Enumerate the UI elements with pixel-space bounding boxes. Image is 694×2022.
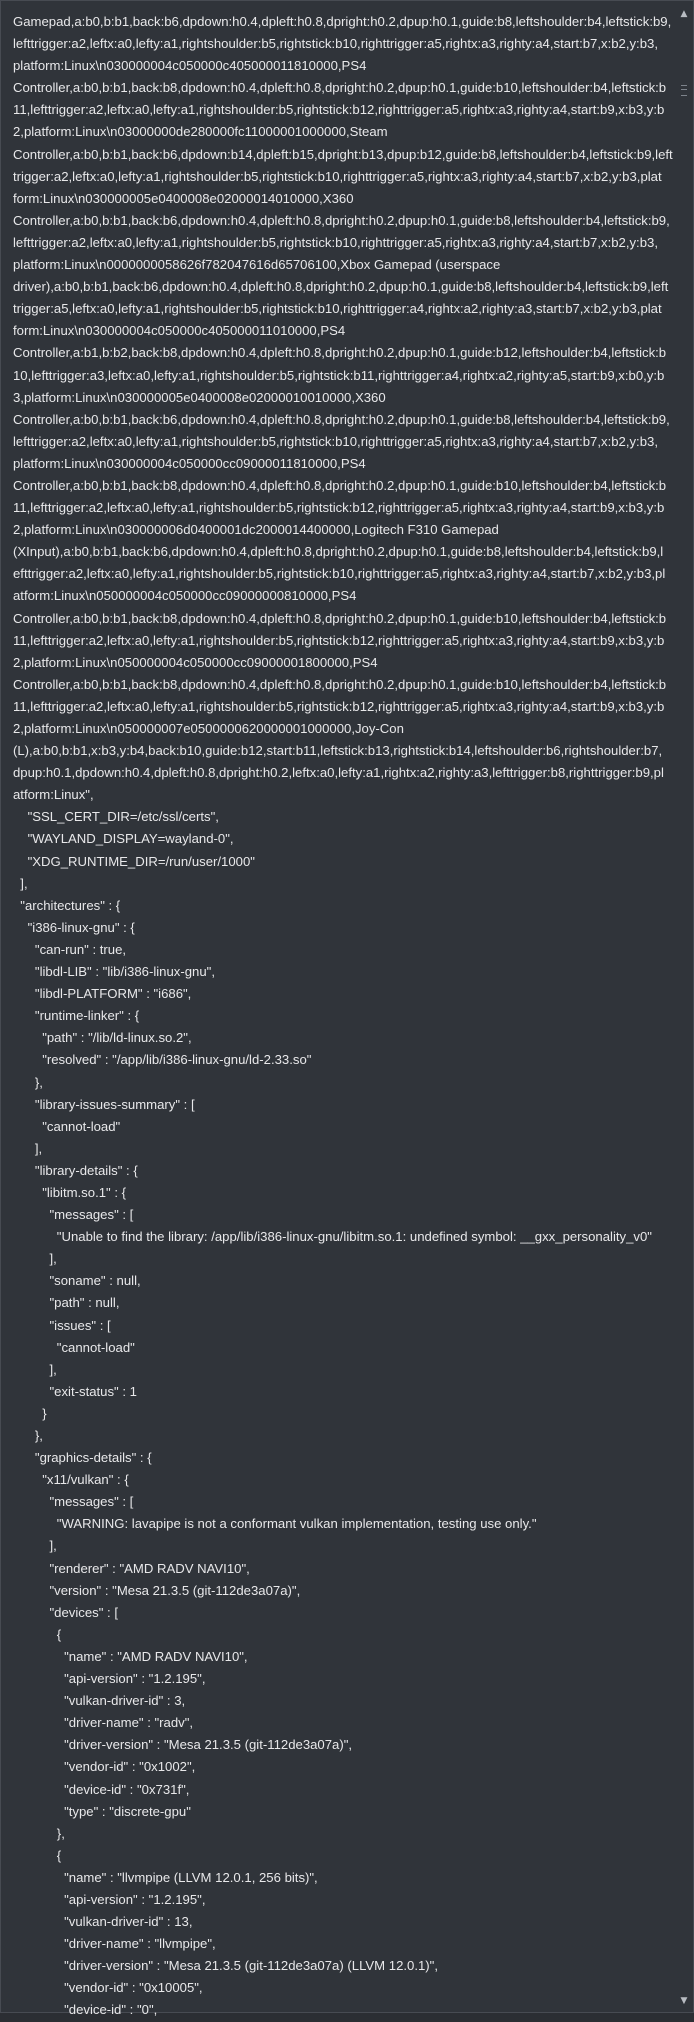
text-line: "graphics-details" : {	[13, 1450, 152, 1466]
scrollbar-grip-icon	[681, 85, 687, 96]
text-line: {	[13, 1847, 62, 1863]
text-line: "path" : null,	[13, 1295, 120, 1311]
text-line: "cannot-load"	[13, 1118, 121, 1134]
text-line: "soname" : null,	[13, 1273, 141, 1289]
text-line: "Unable to find the library: /app/lib/i386-linux-gnu/libitm.so.1: undefined symbol: __gxx_personality_v0"	[13, 1229, 652, 1245]
text-line: "driver-name" : "llvmpipe",	[13, 1936, 216, 1952]
text-line: 2,platform:Linux\n050000004c050000cc09000001800000,PS4	[13, 654, 378, 670]
text-line: ],	[13, 1361, 57, 1377]
text-line: "name" : "AMD RADV NAVI10",	[13, 1648, 248, 1664]
text-line: "vendor-id" : "0x10005",	[13, 1980, 203, 1996]
text-line: "type" : "discrete-gpu"	[13, 1803, 191, 1819]
text-line: "libdl-PLATFORM" : "i686",	[13, 986, 192, 1002]
text-line: trigger:a2,leftx:a0,lefty:a1,rightshoulder:b5,rightstick:b10,righttrigger:a5,rightx:a3,righty:a4,start:b7,x:b2,y:b3,plat	[13, 168, 662, 184]
text-line: "SSL_CERT_DIR=/etc/ssl/certs",	[13, 809, 219, 825]
text-line: Gamepad,a:b0,b:b1,back:b6,dpdown:h0.4,dpleft:h0.8,dpright:h0.2,dpup:h0.1,guide:b8,leftshoulder:b4,leftstick:b9,	[13, 14, 672, 29]
text-line: 2,platform:Linux\n03000000de280000fc11000001000000,Steam	[13, 124, 388, 140]
text-line: "architectures" : {	[13, 897, 121, 913]
text-line: "can-run" : true,	[13, 941, 127, 957]
text-line: Controller,a:b1,b:b2,back:b8,dpdown:h0.4,dpleft:h0.8,dpright:h0.2,dpup:h0.1,guide:b12,leftshoulder:b4,leftstick:b	[13, 345, 667, 361]
text-line: dpup:h0.1,dpdown:h0.4,dpleft:h0.8,dpright:h0.2,leftx:a0,lefty:a1,rightx:a2,righty:a3,lefttrigger:b8,righttrigger:b9,pl	[13, 765, 664, 781]
text-line: driver),a:b0,b:b1,back:b6,dpdown:h0.4,dpleft:h0.8,dpright:h0.2,dpup:h0.1,guide:b8,leftshoulder:b4,leftstick:b9,left	[13, 279, 669, 295]
text-line: 2,platform:Linux\n050000007e0500000620000001000000,Joy-Con	[13, 721, 404, 736]
text-line: platform:Linux\n030000004c050000cc09000011810000,PS4	[13, 455, 366, 471]
text-line: "path" : "/lib/ld-linux.so.2",	[13, 1030, 192, 1046]
text-line: Controller,a:b0,b:b1,back:b8,dpdown:h0.4,dpleft:h0.8,dpright:h0.2,dpup:h0.1,guide:b10,leftshoulder:b4,leftstick:b	[13, 610, 667, 626]
text-line: "name" : "llvmpipe (LLVM 12.0.1, 256 bits)",	[13, 1869, 318, 1885]
scroll-down-arrow-icon[interactable]: ▼	[680, 1996, 688, 2006]
text-line: "resolved" : "/app/lib/i386-linux-gnu/ld-2.33.so"	[13, 1052, 312, 1068]
text-line: "library-issues-summary" : [	[13, 1096, 195, 1112]
text-line: "issues" : [	[13, 1317, 111, 1333]
text-line: ],	[13, 1251, 57, 1267]
text-line: "x11/vulkan" : {	[13, 1472, 129, 1488]
text-content[interactable]	[13, 11, 673, 2018]
text-line: "device-id" : "0",	[13, 2002, 158, 2018]
text-line: Controller,a:b0,b:b1,back:b6,dpdown:h0.4,dpleft:h0.8,dpright:h0.2,dpup:h0.1,guide:b8,leftshoulder:b4,leftstick:b9,	[13, 411, 670, 427]
text-line: "XDG_RUNTIME_DIR=/run/user/1000"	[13, 853, 255, 869]
text-line: "device-id" : "0x731f",	[13, 1781, 190, 1797]
text-line: "renderer" : "AMD RADV NAVI10",	[13, 1560, 250, 1576]
text-line: form:Linux\n030000004c050000c405000011010000,PS4	[13, 323, 346, 339]
text-line: trigger:a5,leftx:a0,lefty:a1,rightshoulder:b5,rightstick:b10,righttrigger:a4,rightx:a2,righty:a3,start:b7,x:b2,y:b3,plat	[13, 301, 662, 317]
text-line: "driver-name" : "radv",	[13, 1715, 194, 1731]
text-line: }	[13, 1405, 47, 1421]
text-line: "vulkan-driver-id" : 3,	[13, 1693, 186, 1709]
text-line: "WARNING: lavapipe is not a conformant vulkan implementation, testing use only."	[13, 1516, 537, 1532]
text-line: "libitm.so.1" : {	[13, 1184, 127, 1200]
text-line: Controller,a:b0,b:b1,back:b6,dpdown:b14,dpleft:b15,dpright:b13,dpup:b12,guide:b8,leftshoulder:b4,leftstick:b9,left	[13, 146, 673, 162]
text-line: },	[13, 1074, 43, 1090]
text-line: ],	[13, 1140, 43, 1156]
text-line: "cannot-load"	[13, 1339, 135, 1355]
text-line: "vendor-id" : "0x1002",	[13, 1759, 196, 1775]
text-line: (L),a:b0,b:b1,x:b3,y:b4,back:b10,guide:b12,start:b11,leftstick:b13,rightstick:b14,leftshoulder:b6,rightshoulder:b7,	[13, 743, 663, 759]
scroll-up-arrow-icon[interactable]: ▲	[680, 9, 688, 19]
text-line: "exit-status" : 1	[13, 1383, 137, 1399]
text-line: "version" : "Mesa 21.3.5 (git-112de3a07a)",	[13, 1582, 301, 1598]
text-line: "i386-linux-gnu" : {	[13, 919, 135, 935]
vertical-scrollbar[interactable]	[676, 2, 692, 2013]
text-line: "vulkan-driver-id" : 13,	[13, 1914, 193, 1930]
text-line: "messages" : [	[13, 1207, 134, 1223]
text-line: "libdl-LIB" : "lib/i386-linux-gnu",	[13, 964, 215, 980]
text-line: },	[13, 1825, 65, 1841]
text-line: "api-version" : "1.2.195",	[13, 1891, 206, 1907]
text-line: 11,lefttrigger:a2,leftx:a0,lefty:a1,rightshoulder:b5,rightstick:b12,righttrigger:a5,rightx:a3,righty:a4,start:b9,x:b3,y:b	[13, 632, 665, 648]
text-line: platform:Linux\n0000000058626f782047616d65706100,Xbox Gamepad (userspace	[13, 257, 501, 273]
text-line: 11,lefttrigger:a2,leftx:a0,lefty:a1,rightshoulder:b5,rightstick:b12,righttrigger:a5,rightx:a3,righty:a4,start:b9,x:b3,y:b	[13, 698, 665, 714]
text-line: 11,lefttrigger:a2,leftx:a0,lefty:a1,rightshoulder:b5,rightstick:b12,righttrigger:a5,rightx:a3,righty:a4,start:b9,x:b3,y:b	[13, 500, 665, 516]
text-line: atform:Linux",	[13, 787, 94, 803]
text-line: 10,lefttrigger:a3,leftx:a0,lefty:a1,rightshoulder:b5,rightstick:b11,righttrigger:a4,rightx:a2,righty:a5,start:b9,x:b0,y:b	[13, 367, 665, 383]
text-line: lefttrigger:a2,leftx:a0,lefty:a1,rightshoulder:b5,rightstick:b10,righttrigger:a5,rightx:a3,righty:a4,start:b7,x:b2,y:b3,	[13, 433, 658, 449]
text-line: platform:Linux\n030000004c050000c405000011810000,PS4	[13, 58, 367, 74]
text-line: atform:Linux\n050000004c050000cc09000000810000,PS4	[13, 588, 357, 604]
text-line: "runtime-linker" : {	[13, 1008, 140, 1024]
text-line: form:Linux\n030000005e0400008e02000014010000,X360	[13, 190, 354, 206]
text-line: Controller,a:b0,b:b1,back:b8,dpdown:h0.4,dpleft:h0.8,dpright:h0.2,dpup:h0.1,guide:b10,leftshoulder:b4,leftstick:b	[13, 676, 667, 692]
text-line: 2,platform:Linux\n030000006d0400001dc2000014400000,Logitech F310 Gamepad	[13, 522, 499, 538]
text-line: ],	[13, 1538, 57, 1554]
text-line: lefttrigger:a2,leftx:a0,lefty:a1,rightshoulder:b5,rightstick:b10,righttrigger:a5,rightx:a3,righty:a4,start:b7,x:b2,y:b3,	[13, 36, 658, 52]
text-line: Controller,a:b0,b:b1,back:b8,dpdown:h0.4,dpleft:h0.8,dpright:h0.2,dpup:h0.1,guide:b10,leftshoulder:b4,leftstick:b	[13, 477, 667, 493]
text-line: 3,platform:Linux\n030000005e0400008e02000010010000,X360	[13, 389, 386, 405]
text-line: ],	[13, 875, 28, 891]
text-line: "WAYLAND_DISPLAY=wayland-0",	[13, 831, 234, 847]
scrollbar-thumb[interactable]	[679, 24, 689, 136]
text-line: "driver-version" : "Mesa 21.3.5 (git-112de3a07a) (LLVM 12.0.1)",	[13, 1958, 438, 1974]
text-line: lefttrigger:a2,leftx:a0,lefty:a1,rightshoulder:b5,rightstick:b10,righttrigger:a5,rightx:a3,righty:a4,start:b7,x:b2,y:b3,	[13, 234, 658, 250]
text-line: },	[13, 1428, 43, 1443]
text-line: efttrigger:a2,leftx:a0,lefty:a1,rightshoulder:b5,rightstick:b10,righttrigger:a5,rightx:a3,righty:a4,start:b7,x:b2,y:b3,pl	[13, 566, 666, 582]
text-line: "library-details" : {	[13, 1162, 138, 1178]
text-line: {	[13, 1626, 62, 1642]
text-line: (XInput),a:b0,b:b1,back:b6,dpdown:h0.4,dpleft:h0.8,dpright:h0.2,dpup:h0.1,guide:b8,leftshoulder:b4,leftstick:b9,l	[13, 544, 664, 560]
text-line: "driver-version" : "Mesa 21.3.5 (git-112de3a07a)",	[13, 1737, 353, 1753]
text-line: "messages" : [	[13, 1494, 134, 1510]
text-line: Controller,a:b0,b:b1,back:b8,dpdown:h0.4,dpleft:h0.8,dpright:h0.2,dpup:h0.1,guide:b10,leftshoulder:b4,leftstick:b	[13, 80, 667, 96]
text-line: "api-version" : "1.2.195",	[13, 1671, 206, 1687]
text-line: Controller,a:b0,b:b1,back:b6,dpdown:h0.4,dpleft:h0.8,dpright:h0.2,dpup:h0.1,guide:b8,leftshoulder:b4,leftstick:b9,	[13, 212, 670, 228]
text-line: "devices" : [	[13, 1604, 118, 1620]
text-line: 11,lefttrigger:a2,leftx:a0,lefty:a1,rightshoulder:b5,rightstick:b12,righttrigger:a5,rightx:a3,righty:a4,start:b9,x:b3,y:b	[13, 102, 665, 118]
